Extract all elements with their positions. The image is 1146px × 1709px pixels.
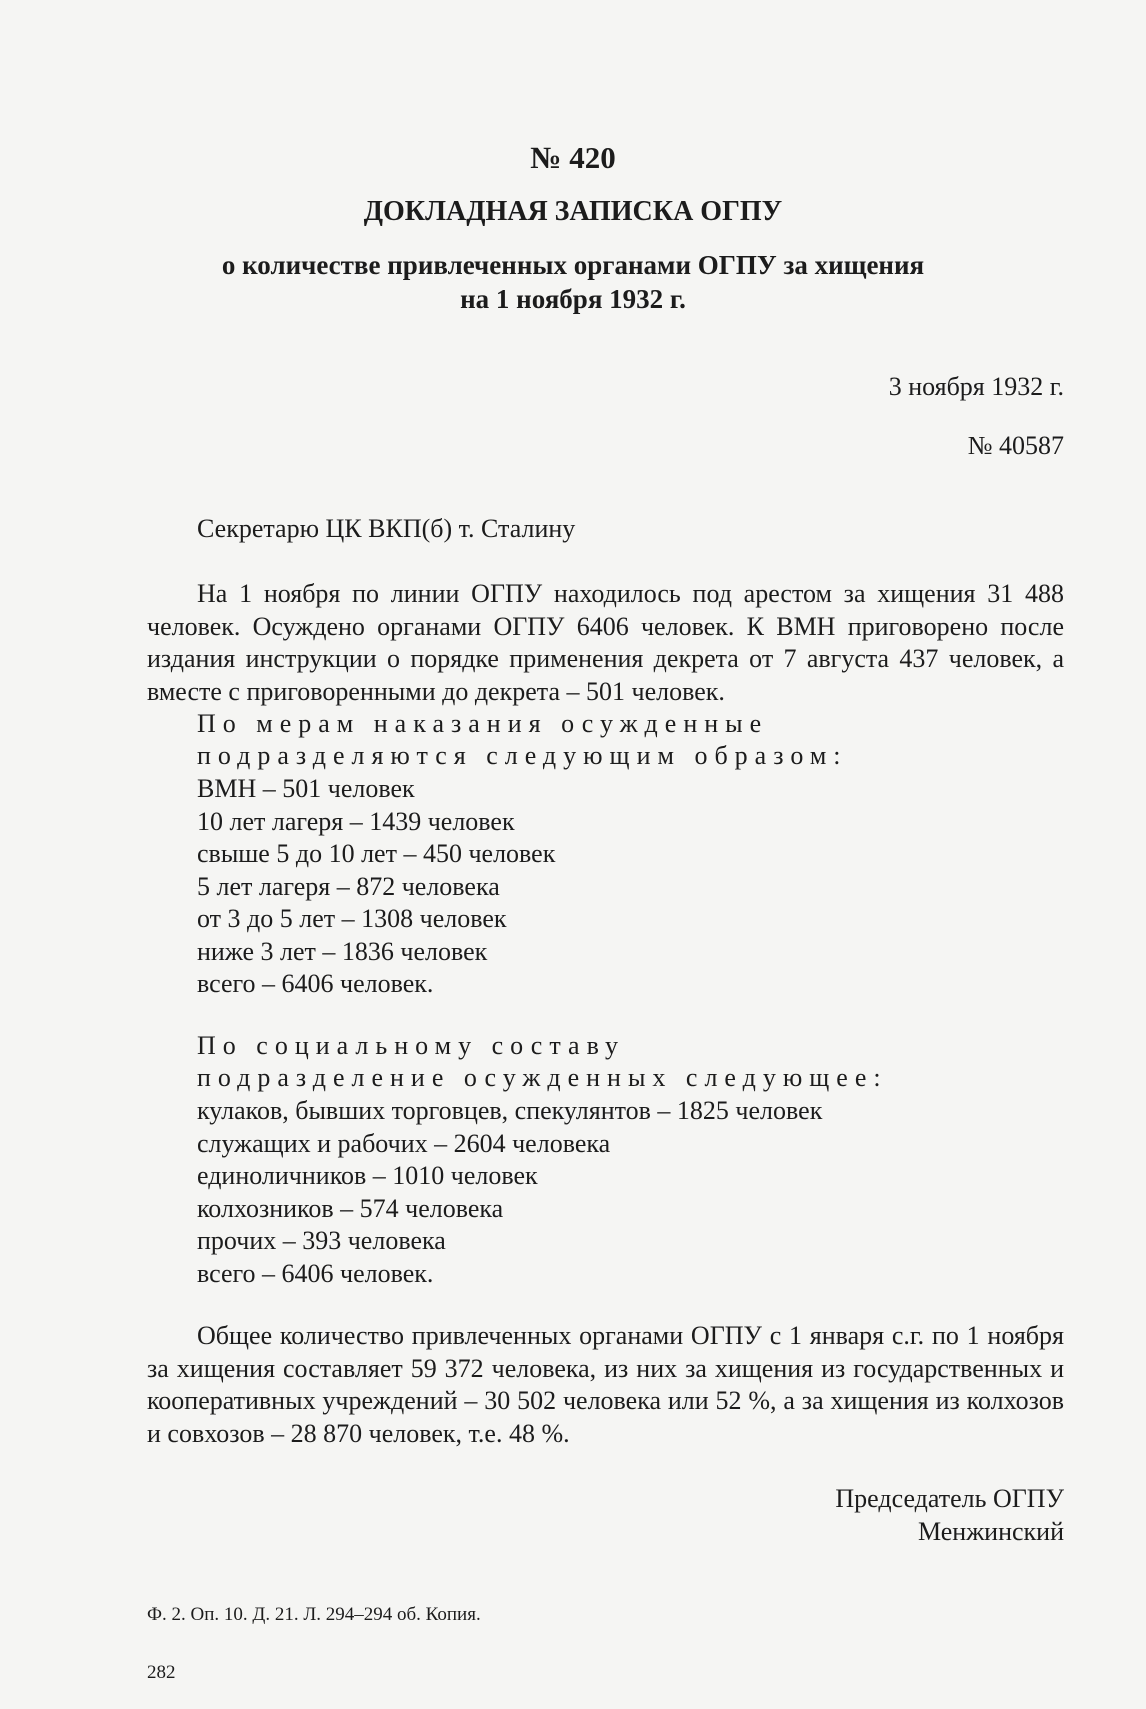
list-item: колхозников – 574 человека (197, 1193, 504, 1223)
signature-name: Менжинский (917, 1517, 1064, 1546)
paragraph-total: Общее количество привлеченных органами ОГПУ с 1 января с.г. по 1 ноября за хищения составляет 59 372 человека, из них за хищения из государственных и кооперативных учреждений – 30 502 человека или 52 %, а за хищения из колхозов и совхозов – 28 870 человек, т.е. 48 %. (147, 1321, 1064, 1448)
document-reg-number: № 40587 (967, 431, 1064, 460)
list-item: всего – 6406 человек. (197, 969, 434, 998)
list-item: свыше 5 до 10 лет – 450 человек (197, 839, 556, 868)
document-title: ДОКЛАДНАЯ ЗАПИСКА ОГПУ (363, 196, 783, 227)
list-item: от 3 до 5 лет – 1308 человек (197, 904, 507, 933)
list-item: ниже 3 лет – 1836 человек (197, 936, 488, 966)
list-item: единоличников – 1010 человек (197, 1161, 538, 1190)
page-number: 282 (147, 1662, 176, 1683)
punishment-heading-line2: подразделяются следующим образом: (197, 741, 848, 770)
archive-source-note: Ф. 2. Оп. 10. Д. 21. Л. 294–294 об. Копия. (147, 1604, 481, 1625)
list-item: ВМН – 501 человек (197, 774, 415, 803)
list-item: служащих и рабочих – 2604 человека (197, 1128, 611, 1158)
list-item: кулаков, бывших торговцев, спекулянтов – 1825 человек (197, 1096, 823, 1125)
social-list (197, 1095, 822, 1290)
list-item: прочих – 393 человека (197, 1226, 446, 1255)
document-subtitle-line2: на 1 ноября 1932 г. (460, 284, 686, 314)
signature-position: Председатель ОГПУ (835, 1484, 1064, 1513)
list-item: всего – 6406 человек. (197, 1258, 434, 1288)
punishment-heading-line1: По мерам наказания осужденные (197, 709, 769, 738)
list-item: 10 лет лагеря – 1439 человек (197, 806, 515, 836)
addressee: Секретарю ЦК ВКП(б) т. Сталину (197, 514, 576, 543)
social-heading-line1: По социальному составу (197, 1031, 625, 1060)
social-heading-line2: подразделение осужденных следующее: (197, 1063, 888, 1092)
document-date: 3 ноября 1932 г. (888, 372, 1064, 401)
document-subtitle-line1: о количестве привлеченных органами ОГПУ за хищения (221, 250, 925, 280)
punishment-list (197, 773, 555, 1001)
document-number: № 420 (530, 140, 616, 175)
paragraph-arrests: На 1 ноября по линии ОГПУ находилось под арестом за хищения 31 488 человек. Осуждено органами ОГПУ 6406 человек. К ВМН приговорено после издания инструкции о порядке применения декрета от 7 августа 437 человек, а вместе с приговоренными до декрета – 501 человек. (147, 579, 1064, 706)
list-item: 5 лет лагеря – 872 человека (197, 871, 500, 901)
